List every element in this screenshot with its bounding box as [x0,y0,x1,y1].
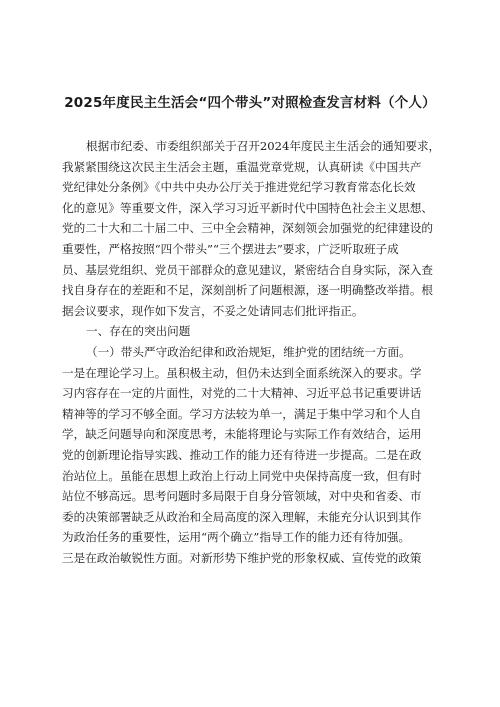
text-line: 治站位上。虽能在思想上政治上行动上同党中央保持高度一致，但有时 [62,468,422,483]
text-line: 学，缺乏问题导向和深度思考，未能将理论与实际工作有效结合，运用 [62,427,422,442]
text-line: 为政治任务的重要性，运用“两个确立”指导工作的能力还有待加强。 [62,530,411,545]
text-line: 站位不够高远。思考问题时多局限于自身分管领域，对中央和省委、市 [62,489,422,504]
text-line: 员、基层党组织、党员干部群众的意见建议，紧密结合自身实际，深入查 [62,262,434,277]
subsection-heading: （一）带头严守政治纪律和政治规矩，维护党的团结统一方面。 [86,344,411,359]
text-line: 据会议要求，现作如下发言，不妥之处请同志们批评指正。 [62,303,364,318]
section-heading: 一、存在的突出问题 [86,324,191,339]
text-line: 委的决策部署缺乏从政治和全局高度的深入理解，未能充分认识到其作 [62,509,422,524]
text-line: 我紧紧围绕这次民主生活会主题，重温党章党规，认真研读《中国共产 [62,159,422,174]
text-line: 精神等的学习不够全面。学习方法较为单一，满足于集中学习和个人自 [62,406,422,421]
text-line: 党的创新理论指导实践、推动工作的能力还有待进一步提高。二是在政 [62,447,422,462]
text-line: 三是在政治敏锐性方面。对新形势下维护党的形象权威、宣传党的政策 [62,550,422,565]
text-line: 一是在理论学习上。虽积极主动，但仍未达到全面系统深入的要求。学 [62,365,422,380]
intro-paragraph [62,136,458,568]
text-line: 化的意见》等重要文件，深入学习习近平新时代中国特色社会主义思想、 [62,200,434,215]
text-line: 根据市纪委、市委组织部关于召开2024年度民主生活会的通知要求， [86,139,441,153]
text-line: 党的二十大和二十届二中、三中全会精神，深刻领会加强党的纪律建设的 [62,221,434,236]
text-line: 重要性，严格按照“四个带头”“三个摆进去”要求，广泛听取班子成 [62,241,399,256]
document-title: 2025年度民主生活会“四个带头”对照检查发言材料（个人） [64,95,436,111]
text-line: 党纪律处分条例》《中共中央办公厅关于推进党纪学习教育常态化长效 [62,180,416,195]
text-line: 习内容存在一定的片面性，对党的二十大精神、习近平总书记重要讲话 [62,386,422,401]
text-line: 找自身存在的差距和不足，深刻剖析了问题根源，逐一明确整改举措。根 [62,283,434,298]
